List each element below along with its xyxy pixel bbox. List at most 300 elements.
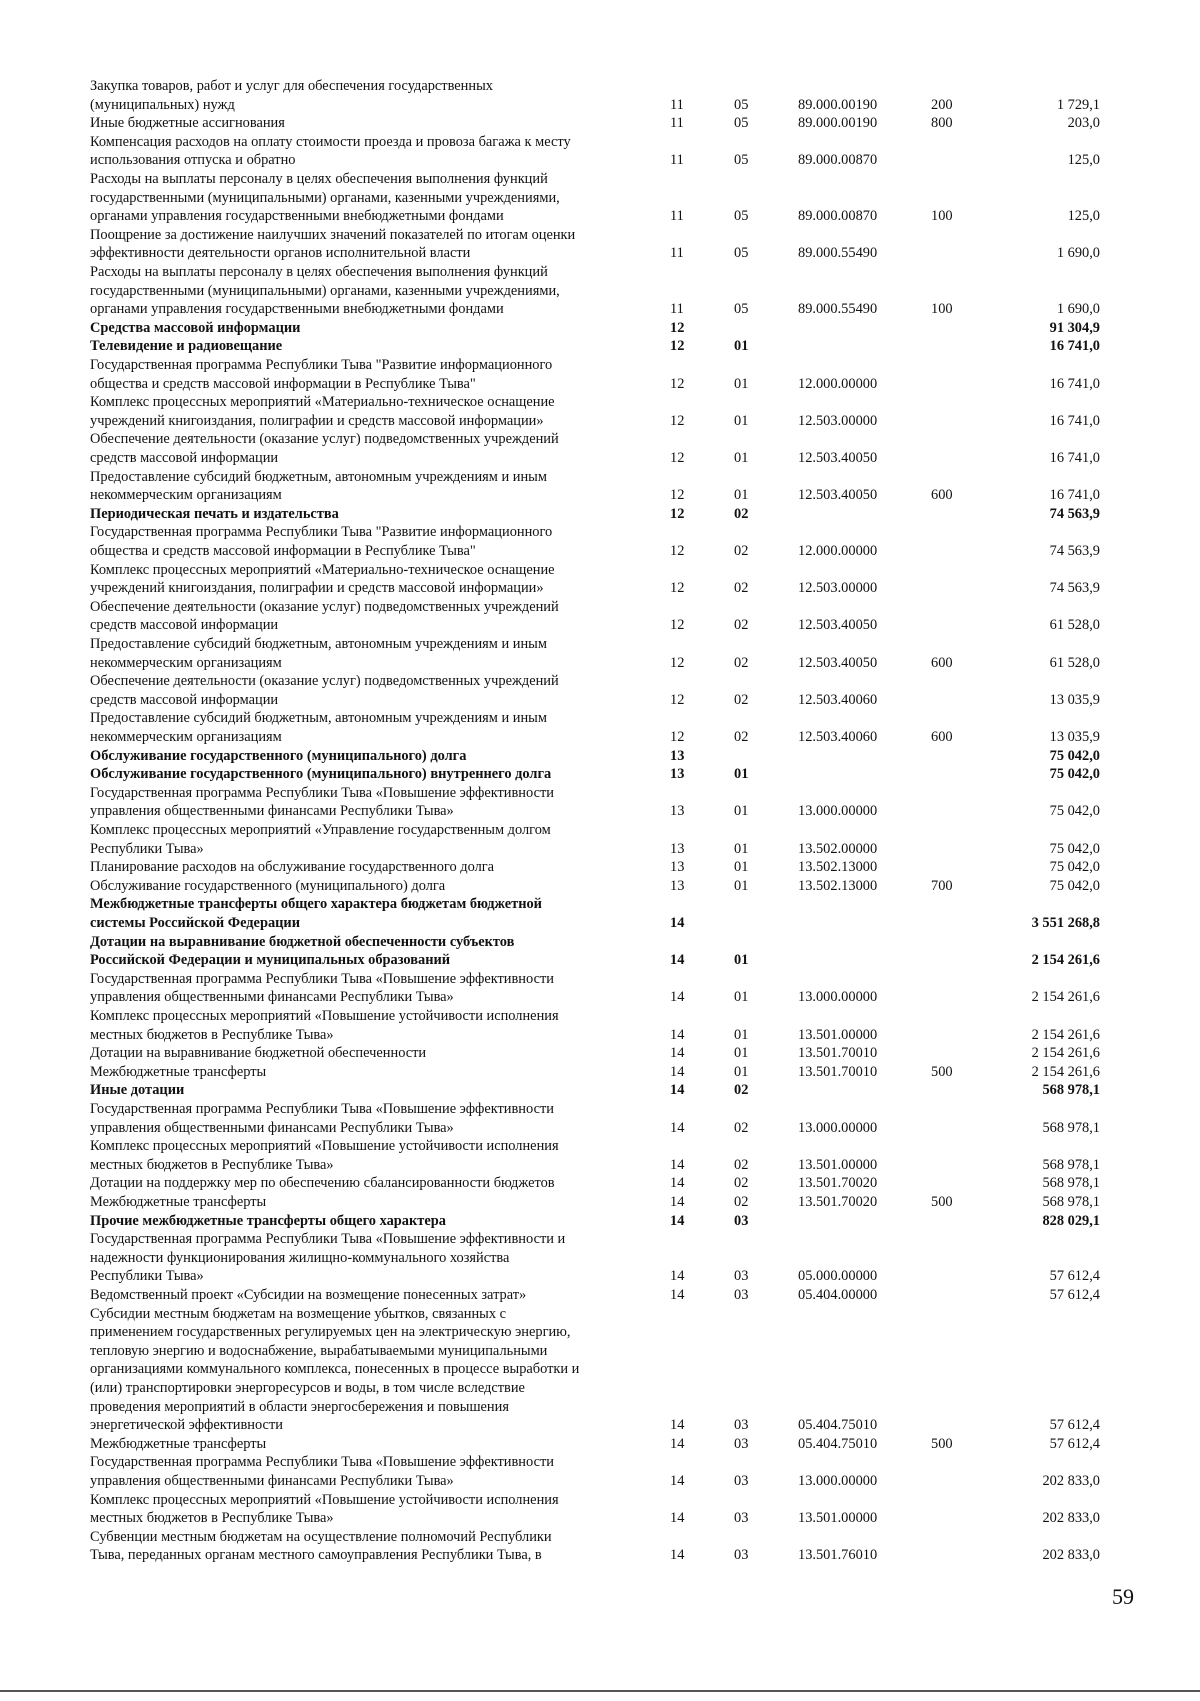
row-name-line: Иные дотации xyxy=(90,1082,185,1099)
row-name-line: Межбюджетные трансферты xyxy=(90,1435,267,1452)
subsection-code: 02 xyxy=(734,691,749,708)
table-row xyxy=(0,970,1200,1007)
row-name-line: Расходы на выплаты персоналу в целях обеспечения выполнения функций xyxy=(90,171,548,188)
table-row xyxy=(0,1453,1200,1490)
row-name-line: местных бюджетов в Республике Тыва» xyxy=(90,1156,334,1173)
row-name-line: Межбюджетные трансферты xyxy=(90,1194,267,1210)
table-row xyxy=(0,895,1200,932)
section-code: 14 xyxy=(670,1472,685,1489)
target-article-code: 89.000.55490 xyxy=(798,301,878,318)
row-name-line: государственными (муниципальными) органами, казенными учреждениями, xyxy=(90,189,560,206)
subsection-code: 02 xyxy=(734,1175,749,1192)
amount: 202 833,0 xyxy=(1042,1510,1100,1527)
subsection-code: 02 xyxy=(734,1194,749,1210)
target-article-code: 89.000.55490 xyxy=(798,245,878,262)
target-article-code: 89.000.00190 xyxy=(798,115,878,132)
row-name-line: управления общественными финансами Республики Тыва» xyxy=(90,1472,454,1489)
row-name xyxy=(90,561,645,598)
table-row xyxy=(0,765,1200,784)
row-name-line: Обслуживание государственного (муниципального) долга xyxy=(90,877,446,894)
row-name-line: Республики Тыва» xyxy=(90,840,204,857)
section-code: 12 xyxy=(670,449,685,466)
subsection-code: 03 xyxy=(734,1417,749,1434)
target-article-code: 13.000.00000 xyxy=(798,803,878,820)
subsection-code: 02 xyxy=(734,1156,749,1173)
subsection-code: 01 xyxy=(734,989,749,1006)
subsection-code: 02 xyxy=(734,1082,749,1099)
subsection-code: 02 xyxy=(734,542,749,559)
row-name xyxy=(90,319,645,338)
expense-type-code: 600 xyxy=(931,487,953,504)
amount: 74 563,9 xyxy=(1049,580,1100,597)
table-row xyxy=(0,1305,1200,1435)
row-name xyxy=(90,1081,645,1100)
section-code: 12 xyxy=(670,505,685,522)
row-name-line: некоммерческим организациям xyxy=(90,654,282,671)
subsection-code: 03 xyxy=(734,1547,749,1564)
section-code: 13 xyxy=(670,766,685,783)
expense-type-code: 100 xyxy=(931,208,953,225)
target-article-code: 13.501.70010 xyxy=(798,1063,878,1080)
amount: 57 612,4 xyxy=(1049,1268,1100,1285)
row-name-line: органами управления государственными внебюджетными фондами xyxy=(90,208,504,225)
table-row xyxy=(0,933,1200,970)
row-name xyxy=(90,1286,645,1305)
amount: 61 528,0 xyxy=(1049,654,1100,671)
amount: 2 154 261,6 xyxy=(1031,952,1100,969)
row-name-line: Дотации на поддержку мер по обеспечению сбалансированности бюджетов xyxy=(90,1175,555,1192)
target-article-code: 89.000.00870 xyxy=(798,208,878,225)
section-code: 14 xyxy=(670,1119,685,1136)
section-code: 14 xyxy=(670,1026,685,1043)
subsection-code: 02 xyxy=(734,654,749,671)
row-name-line: системы Российской Федерации xyxy=(90,914,301,931)
table-row xyxy=(0,1100,1200,1137)
section-code: 11 xyxy=(670,115,684,132)
row-name xyxy=(90,1100,645,1137)
section-code: 11 xyxy=(670,152,684,169)
amount: 568 978,1 xyxy=(1042,1194,1100,1210)
expense-type-code: 600 xyxy=(931,654,953,671)
section-code: 12 xyxy=(670,338,685,355)
row-name-line: Компенсация расходов на оплату стоимости проезда и провоза багажа к месту xyxy=(90,133,571,150)
target-article-code: 12.503.00000 xyxy=(798,580,878,597)
section-code: 11 xyxy=(670,208,684,225)
section-code: 14 xyxy=(670,1268,685,1285)
target-article-code: 13.501.70010 xyxy=(798,1045,878,1062)
section-code: 14 xyxy=(670,1063,685,1080)
subsection-code: 05 xyxy=(734,152,749,169)
subsection-code: 03 xyxy=(734,1510,749,1527)
amount: 568 978,1 xyxy=(1042,1156,1100,1173)
row-name-line: использования отпуска и обратно xyxy=(90,152,296,169)
amount: 1 690,0 xyxy=(1056,245,1100,262)
subsection-code: 02 xyxy=(734,728,749,745)
expense-type-code: 800 xyxy=(931,115,953,132)
amount: 202 833,0 xyxy=(1042,1547,1100,1564)
table-row xyxy=(0,561,1200,598)
table-row xyxy=(0,523,1200,560)
row-name-line: Государственная программа Республики Тыва «Повышение эффективности и xyxy=(90,1231,566,1248)
row-name-line: Обеспечение деятельности (оказание услуг) подведомственных учреждений xyxy=(90,673,559,690)
row-name-line: Обслуживание государственного (муниципального) долга xyxy=(90,747,467,764)
subsection-code: 03 xyxy=(734,1287,749,1303)
row-name-line: организациями коммунального комплекса, понесенных в процессе выработки и xyxy=(90,1361,580,1378)
table-row xyxy=(0,170,1200,226)
amount: 57 612,4 xyxy=(1049,1417,1100,1434)
table-row xyxy=(0,1007,1200,1044)
table-row xyxy=(0,635,1200,672)
subsection-code: 02 xyxy=(734,617,749,634)
row-name-line: Закупка товаров, работ и услуг для обеспечения государственных xyxy=(90,78,493,94)
row-name xyxy=(90,523,645,560)
amount: 125,0 xyxy=(1067,208,1100,225)
row-name xyxy=(90,1230,645,1286)
row-name-line: средств массовой информации xyxy=(90,449,279,466)
table-row xyxy=(0,1174,1200,1193)
section-code: 12 xyxy=(670,412,685,429)
section-code: 14 xyxy=(670,1156,685,1173)
amount: 2 154 261,6 xyxy=(1031,989,1100,1006)
target-article-code: 12.503.40050 xyxy=(798,617,878,634)
section-code: 14 xyxy=(670,1194,685,1210)
row-name xyxy=(90,1174,645,1193)
section-code: 14 xyxy=(670,1212,685,1229)
section-code: 12 xyxy=(670,654,685,671)
section-code: 12 xyxy=(670,617,685,634)
subsection-code: 01 xyxy=(734,449,749,466)
row-name-line: тепловую энергию и водоснабжение, вырабатываемыми муниципальными xyxy=(90,1342,548,1359)
row-name-line: Государственная программа Республики Тыва «Повышение эффективности xyxy=(90,1101,554,1117)
subsection-code: 05 xyxy=(734,245,749,262)
row-name-line: Прочие межбюджетные трансферты общего характера xyxy=(90,1212,446,1229)
row-name-line: Государственная программа Республики Тыва "Развитие информационного xyxy=(90,357,553,373)
target-article-code: 13.502.13000 xyxy=(798,877,878,894)
row-name xyxy=(90,1305,645,1435)
table-row xyxy=(0,1212,1200,1231)
row-name-line: Межбюджетные трансферты общего характера бюджетам бюджетной xyxy=(90,896,542,913)
subsection-code: 01 xyxy=(734,766,749,783)
row-name-line: Предоставление субсидий бюджетным, автономным учреждениям и иным xyxy=(90,636,547,652)
target-article-code: 12.503.40050 xyxy=(798,654,878,671)
row-name xyxy=(90,1491,645,1528)
section-code: 14 xyxy=(670,1417,685,1434)
subsection-code: 01 xyxy=(734,487,749,504)
row-name-line: Комплекс процессных мероприятий «Материально-техническое оснащение xyxy=(90,561,555,578)
page-number: 59 xyxy=(1112,1584,1134,1609)
section-code: 12 xyxy=(670,375,685,392)
table-row xyxy=(0,784,1200,821)
target-article-code: 13.000.00000 xyxy=(798,1472,878,1489)
target-article-code: 13.501.00000 xyxy=(798,1510,878,1527)
row-name-line: некоммерческим организациям xyxy=(90,728,282,745)
section-code: 13 xyxy=(670,747,685,764)
amount: 57 612,4 xyxy=(1049,1435,1100,1452)
table-row xyxy=(0,77,1200,114)
subsection-code: 02 xyxy=(734,580,749,597)
table-row xyxy=(0,263,1200,319)
table-row xyxy=(0,1286,1200,1305)
subsection-code: 01 xyxy=(734,840,749,857)
row-name-line: Российской Федерации и муниципальных образований xyxy=(90,952,451,969)
section-code: 13 xyxy=(670,840,685,857)
amount: 75 042,0 xyxy=(1049,877,1100,894)
row-name-line: Дотации на выравнивание бюджетной обеспеченности субъектов xyxy=(90,933,515,950)
section-code: 11 xyxy=(670,301,684,318)
row-name-line: Обеспечение деятельности (оказание услуг) подведомственных учреждений xyxy=(90,431,559,448)
expense-type-code: 100 xyxy=(931,301,953,318)
row-name xyxy=(90,77,645,114)
target-article-code: 05.404.00000 xyxy=(798,1287,878,1303)
row-name xyxy=(90,895,645,932)
target-article-code: 12.503.40050 xyxy=(798,449,878,466)
subsection-code: 01 xyxy=(734,1045,749,1062)
section-code: 11 xyxy=(670,245,684,262)
row-name-line: Комплекс процессных мероприятий «Материально-техническое оснащение xyxy=(90,394,555,411)
subsection-code: 01 xyxy=(734,952,749,969)
row-name xyxy=(90,598,645,635)
table-row xyxy=(0,1063,1200,1082)
subsection-code: 01 xyxy=(734,412,749,429)
row-name-line: Комплекс процессных мероприятий «Повышение устойчивости исполнения xyxy=(90,1138,559,1155)
row-name-line: Комплекс процессных мероприятий «Повышение устойчивости исполнения xyxy=(90,1008,559,1024)
row-name xyxy=(90,933,645,970)
amount: 13 035,9 xyxy=(1049,728,1100,745)
amount: 91 304,9 xyxy=(1049,319,1100,336)
target-article-code: 13.000.00000 xyxy=(798,1119,878,1136)
amount: 75 042,0 xyxy=(1049,859,1100,876)
section-code: 13 xyxy=(670,803,685,820)
row-name-line: Предоставление субсидий бюджетным, автономным учреждениям и иным xyxy=(90,710,547,727)
amount: 125,0 xyxy=(1067,152,1100,169)
subsection-code: 05 xyxy=(734,96,749,113)
subsection-code: 02 xyxy=(734,1119,749,1136)
row-name xyxy=(90,1212,645,1231)
amount: 828 029,1 xyxy=(1042,1212,1100,1229)
amount: 74 563,9 xyxy=(1049,542,1100,559)
row-name xyxy=(90,747,645,766)
expense-type-code: 500 xyxy=(931,1063,953,1080)
subsection-code: 01 xyxy=(734,1026,749,1043)
section-code: 12 xyxy=(670,487,685,504)
row-name xyxy=(90,858,645,877)
table-row xyxy=(0,821,1200,858)
table-row xyxy=(0,598,1200,635)
subsection-code: 01 xyxy=(734,803,749,820)
subsection-code: 02 xyxy=(734,505,749,522)
row-name xyxy=(90,337,645,356)
row-name-line: Расходы на выплаты персоналу в целях обеспечения выполнения функций xyxy=(90,264,548,281)
expense-type-code: 500 xyxy=(931,1194,953,1210)
row-name-line: применением государственных регулируемых цен на электрическую энергию, xyxy=(90,1324,571,1341)
subsection-code: 03 xyxy=(734,1472,749,1489)
table-row xyxy=(0,1435,1200,1454)
target-article-code: 89.000.00190 xyxy=(798,96,878,113)
section-code: 12 xyxy=(670,580,685,597)
subsection-code: 01 xyxy=(734,877,749,894)
target-article-code: 13.501.70020 xyxy=(798,1175,878,1192)
row-name xyxy=(90,765,645,784)
section-code: 14 xyxy=(670,1547,685,1564)
section-code: 11 xyxy=(670,96,684,113)
amount: 75 042,0 xyxy=(1049,766,1100,783)
amount: 1 690,0 xyxy=(1056,301,1100,318)
section-code: 14 xyxy=(670,1045,685,1062)
expense-type-code: 700 xyxy=(931,877,953,894)
section-code: 13 xyxy=(670,877,685,894)
amount: 16 741,0 xyxy=(1049,487,1100,504)
bottom-border-line xyxy=(0,1690,1200,1692)
table-row xyxy=(0,337,1200,356)
subsection-code: 03 xyxy=(734,1268,749,1285)
row-name xyxy=(90,1435,645,1454)
row-name xyxy=(90,505,645,524)
table-row xyxy=(0,356,1200,393)
expense-type-code: 200 xyxy=(931,96,953,113)
row-name-line: Государственная программа Республики Тыва «Повышение эффективности xyxy=(90,970,554,987)
row-name-line: средств массовой информации xyxy=(90,617,279,634)
table-row xyxy=(0,747,1200,766)
section-code: 14 xyxy=(670,1175,685,1192)
section-code: 14 xyxy=(670,1510,685,1527)
section-code: 12 xyxy=(670,319,685,336)
section-code: 12 xyxy=(670,542,685,559)
row-name xyxy=(90,672,645,709)
row-name-line: управления общественными финансами Республики Тыва» xyxy=(90,989,454,1006)
row-name xyxy=(90,970,645,1007)
row-name-line: Комплекс процессных мероприятий «Повышение устойчивости исполнения xyxy=(90,1491,559,1508)
target-article-code: 12.503.00000 xyxy=(798,412,878,429)
row-name xyxy=(90,1137,645,1174)
amount: 75 042,0 xyxy=(1049,840,1100,857)
row-name-line: Субсидии местным бюджетам на возмещение убытков, связанных с xyxy=(90,1305,507,1322)
amount: 13 035,9 xyxy=(1049,691,1100,708)
section-code: 14 xyxy=(670,1435,685,1452)
section-code: 14 xyxy=(670,1287,685,1303)
amount: 57 612,4 xyxy=(1049,1287,1100,1303)
expense-type-code: 500 xyxy=(931,1435,953,1452)
target-article-code: 05.404.75010 xyxy=(798,1417,878,1434)
row-name-line: Периодическая печать и издательства xyxy=(90,505,339,522)
row-name-line: Предоставление субсидий бюджетным, автономным учреждениям и иным xyxy=(90,468,547,485)
amount: 568 978,1 xyxy=(1042,1082,1100,1099)
amount: 2 154 261,6 xyxy=(1031,1026,1100,1043)
amount: 202 833,0 xyxy=(1042,1472,1100,1489)
row-name-line: Государственная программа Республики Тыва «Повышение эффективности xyxy=(90,784,554,801)
row-name-line: Телевидение и радиовещание xyxy=(90,338,283,355)
row-name-line: (или) транспортировки энергоресурсов и воды, в том числе вследствие xyxy=(90,1380,525,1396)
target-article-code: 13.000.00000 xyxy=(798,989,878,1006)
amount: 75 042,0 xyxy=(1049,803,1100,820)
row-name xyxy=(90,170,645,226)
table-row xyxy=(0,319,1200,338)
amount: 568 978,1 xyxy=(1042,1175,1100,1192)
amount: 203,0 xyxy=(1067,115,1100,132)
row-name xyxy=(90,133,645,170)
row-name xyxy=(90,468,645,505)
target-article-code: 12.000.00000 xyxy=(798,375,878,392)
row-name-line: Средства массовой информации xyxy=(90,319,301,336)
subsection-code: 05 xyxy=(734,208,749,225)
row-name-line: некоммерческим организациям xyxy=(90,487,282,504)
row-name xyxy=(90,226,645,263)
table-row xyxy=(0,877,1200,896)
row-name-line: Государственная программа Республики Тыва "Развитие информационного xyxy=(90,524,553,541)
subsection-code: 05 xyxy=(734,115,749,132)
table-row xyxy=(0,1044,1200,1063)
row-name-line: энергетической эффективности xyxy=(90,1417,283,1434)
target-article-code: 13.501.00000 xyxy=(798,1156,878,1173)
row-name-line: Тыва, переданных органам местного самоуправления Республики Тыва, в xyxy=(90,1547,542,1564)
table-row xyxy=(0,672,1200,709)
row-name-line: Ведомственный проект «Субсидии на возмещение понесенных затрат» xyxy=(90,1287,527,1303)
row-name-line: Комплекс процессных мероприятий «Управление государственным долгом xyxy=(90,822,551,838)
target-article-code: 05.404.75010 xyxy=(798,1435,878,1452)
row-name-line: Межбюджетные трансферты xyxy=(90,1063,267,1080)
subsection-code: 01 xyxy=(734,1063,749,1080)
subsection-code: 01 xyxy=(734,859,749,876)
target-article-code: 89.000.00870 xyxy=(798,152,878,169)
expense-type-code: 600 xyxy=(931,728,953,745)
target-article-code: 12.000.00000 xyxy=(798,542,878,559)
row-name-line: (муниципальных) нужд xyxy=(90,96,235,113)
row-name-line: управления общественными финансами Республики Тыва» xyxy=(90,1119,454,1136)
row-name-line: органами управления государственными внебюджетными фондами xyxy=(90,301,504,318)
row-name xyxy=(90,393,645,430)
row-name-line: Государственная программа Республики Тыва «Повышение эффективности xyxy=(90,1454,554,1471)
row-name-line: местных бюджетов в Республике Тыва» xyxy=(90,1510,334,1527)
subsection-code: 05 xyxy=(734,301,749,318)
table-row xyxy=(0,1230,1200,1286)
subsection-code: 01 xyxy=(734,375,749,392)
table-row xyxy=(0,430,1200,467)
row-name xyxy=(90,1063,645,1082)
amount: 16 741,0 xyxy=(1049,375,1100,392)
row-name-line: местных бюджетов в Республике Тыва» xyxy=(90,1026,334,1043)
target-article-code: 13.501.00000 xyxy=(798,1026,878,1043)
table-row xyxy=(0,1491,1200,1528)
subsection-code: 01 xyxy=(734,338,749,355)
section-code: 13 xyxy=(670,859,685,876)
row-name xyxy=(90,263,645,319)
row-name-line: средств массовой информации xyxy=(90,691,279,708)
section-code: 12 xyxy=(670,691,685,708)
row-name-line: учреждений книгоиздания, полиграфии и средств массовой информации» xyxy=(90,412,544,429)
row-name-line: управления общественными финансами Республики Тыва» xyxy=(90,803,454,820)
section-code: 12 xyxy=(670,728,685,745)
row-name-line: надежности функционирования жилищно-коммунального хозяйства xyxy=(90,1249,510,1266)
amount: 16 741,0 xyxy=(1049,412,1100,429)
row-name xyxy=(90,1007,645,1044)
row-name xyxy=(90,635,645,672)
section-code: 14 xyxy=(670,952,685,969)
target-article-code: 12.503.40050 xyxy=(798,487,878,504)
table-row xyxy=(0,468,1200,505)
row-name-line: учреждений книгоиздания, полиграфии и средств массовой информации» xyxy=(90,580,544,597)
amount: 1 729,1 xyxy=(1056,96,1100,113)
amount: 16 741,0 xyxy=(1049,338,1100,355)
table-row xyxy=(0,133,1200,170)
row-name xyxy=(90,1044,645,1063)
row-name-line: эффективности деятельности органов исполнительной власти xyxy=(90,245,471,262)
table-row xyxy=(0,226,1200,263)
row-name xyxy=(90,709,645,746)
row-name-line: общества и средств массовой информации в Республике Тыва" xyxy=(90,375,476,392)
amount: 2 154 261,6 xyxy=(1031,1063,1100,1080)
row-name-line: государственными (муниципальными) органами, казенными учреждениями, xyxy=(90,282,560,299)
subsection-code: 03 xyxy=(734,1435,749,1452)
amount: 74 563,9 xyxy=(1049,505,1100,522)
